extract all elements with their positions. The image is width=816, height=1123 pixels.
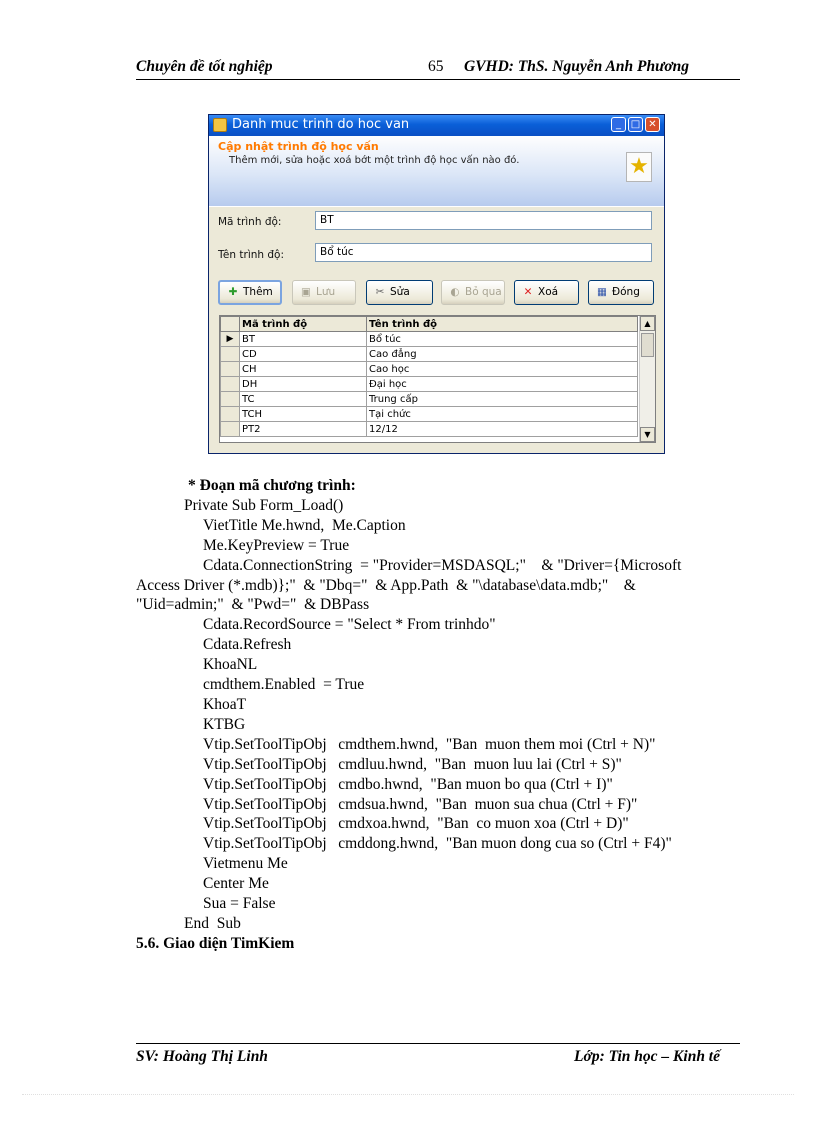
footer-left: SV: Hoàng Thị Linh [136, 1048, 268, 1065]
code-line: Vietmenu Me [203, 855, 288, 873]
cell-name[interactable]: 12/12 [367, 422, 638, 437]
add-button[interactable]: ✚ Thêm [218, 280, 282, 305]
code-line: Vtip.SetToolTipObj cmdbo.hwnd, "Ban muon bo qua (Ctrl + I)" [203, 775, 613, 793]
row-header [221, 407, 240, 422]
code-label: Mã trình độ: [218, 216, 282, 228]
code-line: Me.KeyPreview = True [203, 536, 350, 554]
skip-button[interactable]: ◐ Bỏ qua [441, 280, 505, 305]
code-line: Center Me [203, 875, 269, 893]
header-right: GVHD: ThS. Nguyễn Anh Phương [464, 58, 690, 75]
table-row[interactable] [221, 362, 638, 377]
delete-button[interactable]: ✕ Xoá [514, 280, 579, 305]
maximize-icon[interactable]: □ [628, 117, 643, 132]
code-line: Vtip.SetToolTipObj cmddong.hwnd, "Ban muon dong cua so (Ctrl + F4)" [203, 835, 672, 853]
header-rule [136, 79, 740, 80]
cell-code[interactable]: TC [240, 392, 367, 407]
banner [209, 136, 664, 206]
cell-name[interactable]: Đại học [367, 377, 638, 392]
section-title: * Đoạn mã chương trình: [188, 477, 356, 494]
code-line: Cdata.RecordSource = "Select * From trinhdo" [203, 616, 496, 634]
save-icon: ▣ [301, 286, 311, 298]
code-section [136, 476, 756, 954]
column-header[interactable]: Mã trình độ [240, 317, 367, 332]
close-icon[interactable]: ✕ [645, 117, 660, 132]
page-header [136, 58, 740, 78]
code-line: Vtip.SetToolTipObj cmdxoa.hwnd, "Ban co muon xoa (Ctrl + D)" [203, 815, 629, 833]
banner-title: Cập nhật trình độ học vấn [218, 140, 379, 153]
star-icon: ★ [626, 152, 652, 182]
delete-icon: ✕ [523, 286, 533, 298]
save-button[interactable]: ▣ Lưu [292, 280, 356, 305]
code-line: Private Sub Form_Load() [184, 496, 344, 514]
column-header[interactable]: Tên trình độ [367, 317, 638, 332]
code-line: KTBG [203, 715, 246, 733]
row-header [221, 422, 240, 437]
cell-name[interactable]: Cao học [367, 362, 638, 377]
code-line: Cdata.Refresh [203, 636, 292, 654]
footer-right: Lớp: Tin học – Kinh tế [574, 1048, 720, 1065]
data-grid[interactable] [219, 315, 656, 443]
code-line: Sua = False [203, 895, 276, 913]
cell-name[interactable]: Bổ túc [367, 332, 638, 347]
code-input[interactable]: BT [315, 211, 652, 230]
page-number: 65 [428, 58, 444, 75]
vertical-scrollbar[interactable] [639, 316, 655, 442]
cell-code[interactable]: BT [240, 332, 367, 347]
table-row[interactable] [221, 377, 638, 392]
close-button[interactable]: ▦ Đóng [588, 280, 654, 305]
cell-name[interactable]: Trung cấp [367, 392, 638, 407]
window-title: Danh muc trinh do hoc van [232, 117, 410, 132]
cell-code[interactable]: CD [240, 347, 367, 362]
app-window [208, 114, 665, 454]
scroll-up-icon[interactable]: ▲ [640, 316, 655, 331]
bottom-dotted-line [22, 1094, 794, 1095]
row-header [221, 347, 240, 362]
code-line: Vtip.SetToolTipObj cmdthem.hwnd, "Ban muon them moi (Ctrl + N)" [203, 735, 656, 753]
code-line: "Uid=admin;" & "Pwd=" & DBPass [136, 596, 370, 614]
add-icon: ✚ [228, 286, 238, 298]
code-line: Vtip.SetToolTipObj cmdluu.hwnd, "Ban muon luu lai (Ctrl + S)" [203, 755, 622, 773]
cell-name[interactable]: Tại chức [367, 407, 638, 422]
footer-rule [136, 1043, 740, 1044]
name-label: Tên trình độ: [218, 249, 285, 261]
row-header [221, 392, 240, 407]
cell-name[interactable]: Cao đẳng [367, 347, 638, 362]
header-left: Chuyên đề tốt nghiệp [136, 58, 273, 75]
page-footer [136, 1048, 740, 1068]
row-header-corner [221, 317, 240, 332]
code-line: Cdata.ConnectionString = "Provider=MSDASQL;" & "Driver={Microsoft [203, 556, 682, 574]
exit-icon: ▦ [597, 286, 607, 298]
skip-icon: ◐ [450, 286, 460, 298]
edit-button[interactable]: ✂ Sửa [366, 280, 433, 305]
table-row[interactable] [221, 392, 638, 407]
table-row[interactable] [221, 347, 638, 362]
row-header [221, 377, 240, 392]
banner-description: Thêm mới, sửa hoặc xoá bớt một trình độ học vấn nào đó. [229, 155, 520, 166]
minimize-icon[interactable]: _ [611, 117, 626, 132]
app-icon [213, 118, 227, 132]
row-header [221, 362, 240, 377]
code-line: cmdthem.Enabled = True [203, 676, 365, 694]
code-line: KhoaT [203, 695, 247, 713]
name-input[interactable]: Bổ túc [315, 243, 652, 262]
cell-code[interactable]: PT2 [240, 422, 367, 437]
code-line: VietTitle Me.hwnd, Me.Caption [203, 516, 406, 534]
table-row[interactable] [221, 407, 638, 422]
section-heading: 5.6. Giao diện TimKiem [136, 934, 295, 952]
code-line: Vtip.SetToolTipObj cmdsua.hwnd, "Ban muon sua chua (Ctrl + F)" [203, 795, 638, 813]
code-line: KhoaNL [203, 656, 258, 674]
cell-code[interactable]: DH [240, 377, 367, 392]
tools-icon: ✂ [375, 286, 385, 298]
grid-table [220, 316, 638, 437]
scroll-thumb[interactable] [641, 333, 654, 357]
code-line: End Sub [184, 914, 241, 932]
table-row[interactable] [221, 332, 638, 347]
scroll-down-icon[interactable]: ▼ [640, 427, 655, 442]
title-bar [209, 115, 664, 136]
banner-divider [209, 206, 664, 207]
cell-code[interactable]: TCH [240, 407, 367, 422]
table-row[interactable] [221, 422, 638, 437]
current-row-icon: ▶ [221, 332, 240, 347]
code-line: Access Driver (*.mdb)};" & "Dbq=" & App.Path & "\database\data.mdb;" & [136, 576, 636, 594]
cell-code[interactable]: CH [240, 362, 367, 377]
